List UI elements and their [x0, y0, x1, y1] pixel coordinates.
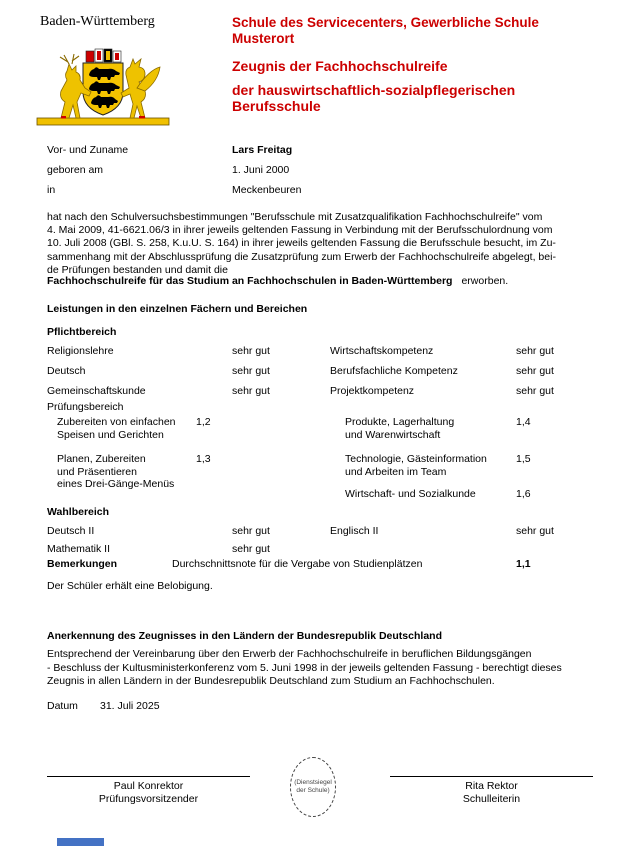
doc-title-line2: der hauswirtschaftlich-sozialpflegerischen: [232, 82, 516, 98]
grade-value: sehr gut: [232, 365, 270, 377]
results-heading: Leistungen in den einzelnen Fächern und Bereichen: [47, 303, 308, 315]
bemerkungen-text: Durchschnittsnote für die Vergabe von Studienplätzen: [172, 558, 423, 570]
grade-value: 1,3: [196, 453, 211, 465]
grade-value: sehr gut: [516, 365, 554, 377]
exam-grade-row: [0, 488, 629, 502]
bemerkungen-row: [0, 558, 629, 572]
subject-label: Berufsfachliche Kompetenz: [330, 365, 458, 377]
field-value: Meckenbeuren: [232, 184, 302, 196]
subject-label: Wirtschaft- und Sozialkunde: [345, 488, 476, 500]
subject-label: [345, 453, 487, 478]
anerkennung-heading: Anerkennung des Zeugnisses in den Ländern der Bundesrepublik Deutschland: [47, 630, 442, 642]
subject-label: Deutsch II: [47, 525, 95, 537]
personal-row-birthplace: [0, 184, 629, 198]
bemerkungen-label: Bemerkungen: [47, 558, 118, 570]
subject-line: Technologie, Gästeinformation: [345, 453, 487, 465]
grade-row: [0, 525, 629, 539]
intro-line: 4. Mai 2009, 41-6621.06/3 in ihrer jeweils geltenden Fassung in Verbindung mit der Berufsschulordnung vom: [47, 224, 553, 237]
grade-row: [0, 345, 629, 359]
signature-right: [390, 780, 593, 806]
grade-value: 1,5: [516, 453, 531, 465]
signature-left: [47, 780, 250, 806]
subject-line: und Arbeiten im Team: [345, 465, 447, 478]
grade-value: 1,4: [516, 416, 531, 428]
grade-row: [0, 543, 629, 557]
earned-statement-bold: Fachhochschulreife für das Studium an Fachhochschulen in Baden-Württemberg: [47, 275, 453, 287]
intro-line: 10. Juli 2008 (GBl. S. 258, K.u.U. S. 164) in ihrer jeweils geltenden Fassung die Berufsschule besucht, im Zu-: [47, 237, 556, 250]
doc-title-line3: Berufsschule: [232, 98, 321, 114]
pflichtbereich-heading: Pflichtbereich: [47, 326, 117, 338]
exam-grade-row: [0, 416, 629, 446]
signer-role: Prüfungsvorsitzender: [98, 793, 199, 805]
field-label: geboren am: [47, 164, 104, 176]
arms-shield: [83, 63, 123, 115]
subject-label: Deutsch: [47, 365, 86, 377]
earned-statement-suffix: erworben.: [461, 275, 509, 287]
date-value: 31. Juli 2025: [100, 700, 160, 712]
belobigung-note: Der Schüler erhält eine Belobigung.: [47, 580, 213, 592]
school-name-line2: Musterort: [232, 31, 295, 46]
personal-row-name: [0, 144, 629, 158]
pruefungsbereich-heading: Prüfungsbereich: [47, 401, 124, 413]
date-label: Datum: [47, 700, 78, 712]
doc-title-line1: Zeugnis der Fachhochschulreife: [232, 58, 448, 74]
subject-line: Speisen und Gerichten: [57, 428, 164, 441]
grade-row: [0, 385, 629, 399]
coat-of-arms-icon: [33, 44, 173, 128]
subject-label: Religionslehre: [47, 345, 114, 357]
wahlbereich-heading: Wahlbereich: [47, 506, 110, 518]
official-seal-placeholder: [290, 757, 336, 817]
grade-value: sehr gut: [232, 345, 270, 357]
anerkennung-line: Zeugnis in allen Ländern in der Bundesrepublik Deutschland zum Studium an Fachhochschulen.: [47, 675, 495, 687]
school-name-line1: Schule des Servicecenters, Gewerbliche Schule: [232, 15, 539, 30]
subject-label: Wirtschaftskompetenz: [330, 345, 434, 357]
subject-line: eines Drei-Gänge-Menüs: [57, 478, 175, 490]
grade-value: 1,6: [516, 488, 531, 500]
grade-value: 1,2: [196, 416, 211, 428]
signer-name: Paul Konrektor: [113, 780, 184, 792]
signature-line-left: [47, 776, 250, 777]
subject-line: und Warenwirtschaft: [345, 428, 441, 441]
intro-paragraph: [47, 211, 607, 277]
intro-line: hat nach den Schulversuchsbestimmungen "Berufsschule mit Zusatzqualifikation Fachhochschulreife" vom: [47, 211, 543, 223]
anerkennung-line: - Beschluss der Kultusministerkonferenz vom 5. Juni 1998 in der jeweils geltenden Fassung - berechtigt dieses: [47, 661, 562, 674]
subject-label: [57, 453, 174, 491]
earned-statement: [47, 275, 508, 287]
subject-line: Produkte, Lagerhaltung: [345, 416, 455, 428]
date-row: [0, 700, 629, 714]
field-label: Vor- und Zuname: [47, 144, 129, 156]
signature-line-right: [390, 776, 593, 777]
grade-value: sehr gut: [232, 385, 270, 397]
subject-label: [345, 416, 454, 441]
field-value: 1. Juni 2000: [232, 164, 290, 176]
bottom-blue-bar: [57, 838, 104, 846]
field-value: Lars Freitag: [232, 144, 293, 156]
anerkennung-line: Entsprechend der Vereinbarung über den Erwerb der Fachhochschulreife in beruflichen Bildungsgängen: [47, 648, 532, 660]
arms-base-bar: [37, 118, 169, 125]
grade-value: sehr gut: [232, 525, 270, 537]
personal-row-birthdate: [0, 164, 629, 178]
average-grade-value: 1,1: [516, 558, 531, 570]
intro-line: de Prüfungen bestanden und damit die: [47, 263, 228, 276]
subject-line: Zubereiten von einfachen: [57, 416, 176, 428]
intro-line: sammenhang mit der Abschlussprüfung die Zusatzprüfung zum Erwerb der Fachhochschulreife abgelegt, bei-: [47, 250, 556, 263]
subject-label: Projektkompetenz: [330, 385, 415, 397]
state-name: Baden-Württemberg: [40, 14, 155, 29]
arms-griffin: [121, 59, 160, 119]
subject-line: Planen, Zubereiten: [57, 453, 146, 465]
grade-row: [0, 365, 629, 379]
grade-value: sehr gut: [516, 345, 554, 357]
subject-label: [57, 416, 176, 441]
seal-text-line1: (Dienstsiegel: [294, 779, 332, 786]
field-label: in: [47, 184, 56, 196]
grade-value: sehr gut: [232, 543, 270, 555]
grade-value: sehr gut: [516, 385, 554, 397]
subject-label: Gemeinschaftskunde: [47, 385, 146, 397]
grade-value: sehr gut: [516, 525, 554, 537]
arms-crest: [86, 49, 121, 62]
subject-label: Englisch II: [330, 525, 379, 537]
arms-lions: [89, 67, 120, 108]
seal-text-line2: der Schule): [296, 787, 330, 794]
signer-role: Schulleiterin: [462, 793, 521, 805]
signer-name: Rita Rektor: [465, 780, 518, 792]
anerkennung-paragraph: [47, 648, 612, 689]
subject-line: und Präsentieren: [57, 465, 137, 478]
subject-label: Mathematik II: [47, 543, 111, 555]
